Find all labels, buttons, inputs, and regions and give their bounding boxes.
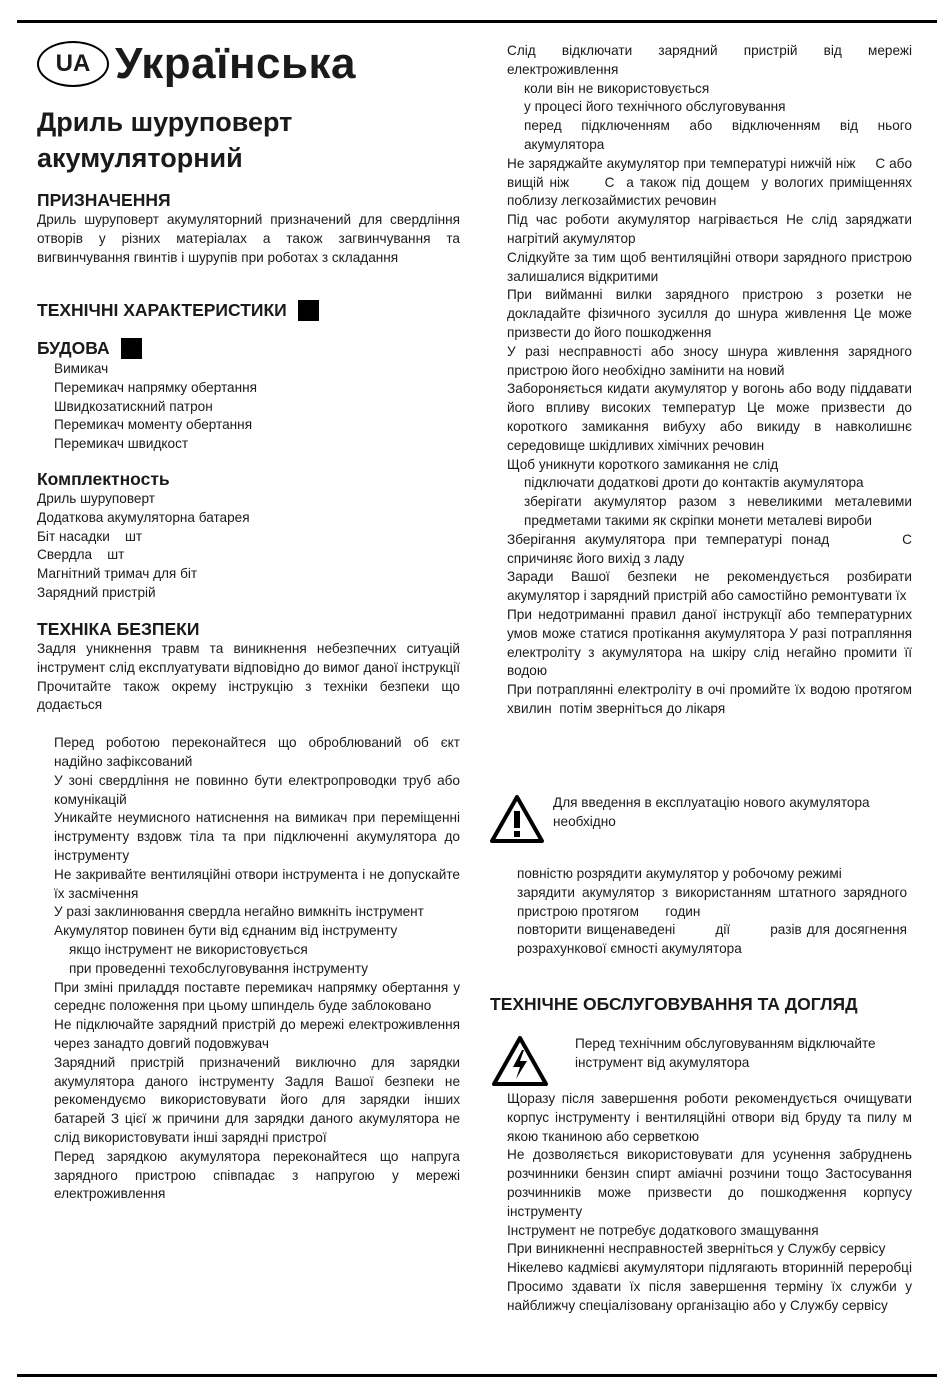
list-item: Біт насадки шт	[37, 528, 143, 544]
list-item: Перемикач моменту обертання	[54, 417, 253, 433]
charger-paragraph: Слідкуйте за тим щоб вентиляційні отвори зарядного пристрою залишалися відкритими	[507, 249, 912, 284]
purpose-heading: ПРИЗНАЧЕННЯ	[37, 190, 171, 210]
specs-heading: ТЕХНІЧНІ ХАРАКТЕРИСТИКИ	[37, 300, 287, 320]
battery-paragraph: Заради Вашої безпеки не рекомендується розбирати акумулятор і зарядний пристрій або самостійно ремонтувати їх	[507, 569, 912, 604]
charger-paragraph: У разі несправності або зносу шнура живлення зарядного пристрою його необхідно замінити на новий	[507, 343, 912, 378]
maintenance-paragraph: Інструмент не потребує додаткового змащування	[507, 1222, 819, 1238]
battery-paragraph: Зберігання акумулятора при температурі понад С спричиняє його вихід з ладу	[507, 531, 916, 566]
list-item: Швидкозатискний патрон	[54, 398, 213, 414]
safety-item: Не підключайте зарядний пристрій до мережі електроживлення через занадто довгий подовжувач	[54, 1017, 460, 1051]
language-title: Українська	[115, 39, 357, 88]
safety-heading: ТЕХНІКА БЕЗПЕКИ	[37, 619, 200, 639]
list-item: Зарядний пристрій	[37, 584, 156, 600]
charger-paragraph: Під час роботи акумулятор нагрівається Не слід заряджати нагрітий акумулятор	[507, 212, 912, 246]
warning-text-battery: Для введення в експлуатацію нового акумулятора необхідно	[553, 795, 870, 829]
list-item: Вимикач	[54, 361, 109, 376]
maintenance-paragraph: Щоразу після завершення роботи рекомендується очищувати корпус інструменту і вентиляційні отвори від бруду та пилу м якою тканиною або серветкою	[507, 1091, 912, 1144]
safety-sub-item: якщо інструмент не використовується	[69, 941, 308, 957]
charger-paragraph: При вийманні вилки зарядного пристрою з розетки не докладайте фізичного зусилля до шнура живлення Це може призвести до його пошкодження	[507, 287, 912, 340]
purpose-text: Дриль шуруповерт акумуляторний призначений для свердління отворів у різних матеріалах а також загвинчування та вигвинчування гвинтів і шурупів при роботах з складання	[37, 212, 460, 265]
safety-item: Не закривайте вентиляційні отвори інструмента і не допускайте їх засмічення	[54, 866, 460, 901]
list-item: Перемикач напрямку обертання	[54, 379, 257, 395]
safety-item: У зоні свердління не повинно бути електропроводки труб або комунікацій	[54, 772, 460, 807]
battery-steps	[517, 865, 911, 959]
warning-exclamation-icon	[489, 794, 545, 844]
kit-heading: Комплектность	[37, 469, 170, 489]
construction-heading: БУДОВА	[37, 338, 110, 358]
charger-safety	[507, 42, 935, 719]
safety-item: Уникайте неумисного натиснення на вимикач при переміщенні інструменту вздовж тіла та при підключенні акумулятора до інструменту	[54, 810, 460, 863]
safety-item: Перед зарядкою акумулятора переконайтеся що напруга зарядного пристрою співпадає з напругою у мережі електроживлення	[54, 1148, 460, 1202]
electric-hazard-icon	[491, 1035, 549, 1087]
specs-marker-square	[298, 300, 319, 321]
maintenance-paragraph: Нікелево кадмієві акумулятори підлягають вторинній переробці Просимо здавати їх після завершення терміну їх служби у найближчу спеціалізовану організацію або у Службу сервісу	[507, 1260, 912, 1313]
maintenance-section	[490, 993, 913, 1015]
purpose-section	[37, 189, 460, 267]
safety-item: У разі заклинювання свердла негайно вимкніть інструмент	[54, 904, 424, 920]
disconnect-sub-item: у процесі його технічного обслуговування	[524, 99, 786, 115]
battery-paragraph: При недотриманні правил даної інструкції або температурних умов може статися протікання акумулятора У разі потрапляння електроліту з акумулятора на шкіру слід негайно промити її водою	[507, 606, 912, 679]
charger-paragraph: Щоб уникнути короткого замикання не слід	[507, 456, 779, 472]
list-item: Перемикач швидкост	[54, 436, 189, 452]
safety-section	[37, 618, 460, 1204]
kit-section	[37, 468, 460, 603]
safety-item: Акумулятор повинен бути від єднаним від інструменту	[54, 923, 398, 939]
page-title: Дриль шуруповерт акумуляторний	[37, 107, 293, 173]
safety-item: Перед роботою переконайтеся що оброблюваний об єкт надійно зафіксований	[54, 735, 460, 769]
battery-paragraph: При потраплянні електроліту в очі промийте їх водою протягом хвилин потім зверніться до лікаря	[507, 682, 935, 716]
short-circuit-sub-item: зберігати акумулятор разом з невеликими металевими предметами такими як скріпки монети металеві вироби	[524, 494, 912, 528]
maintenance-heading: ТЕХНІЧНЕ ОБСЛУГОВУВАННЯ ТА ДОГЛЯД	[490, 994, 858, 1014]
charger-paragraph: Не заряджайте акумулятор при температурі нижчій ніж С або вищій ніж С а також під дощем у вологих приміщеннях поблизу легкозаймистих речовин	[507, 155, 920, 209]
list-item: Магнітний тримач для біт	[37, 566, 198, 582]
short-circuit-sub-item: підключати додаткові дроти до контактів акумулятора	[524, 475, 864, 491]
warning-text-maintenance: Перед технічним обслуговуванням відключайте інструмент від акумулятора	[575, 1036, 876, 1070]
specs-section	[37, 299, 460, 321]
safety-sub-item: при проведенні техобслуговування інструменту	[69, 960, 369, 976]
safety-intro: Задля уникнення травм та виникнення небезпечних ситуацій інструмент слід експлуатувати відповідно до вимог даної інструкції Прочитайте також окрему інструкцію з техніки безпеки що додається	[37, 641, 460, 713]
disconnect-sub-item: коли він не використовується	[524, 80, 710, 96]
warning-box-maintenance	[491, 1035, 896, 1087]
maintenance-paragraph: При виникненні несправностей зверніться у Службу сервісу	[507, 1241, 886, 1257]
step-item: повторити вищенаведені дії разів для досягнення розрахункової ємності акумулятора	[517, 922, 911, 957]
language-badge: UA	[37, 41, 109, 87]
disconnect-sub-item: перед підключенням або відключенням від нього акумулятора	[524, 118, 912, 152]
disconnect-text: Слід відключати зарядний пристрій від мережі електроживлення	[507, 43, 912, 77]
step-item: зарядити акумулятор з використанням штатного зарядного пристрою протягом годин	[517, 884, 911, 919]
list-item: Дриль шуруповерт	[37, 491, 155, 506]
bottom-rule	[17, 1374, 937, 1377]
construction-marker-square	[121, 338, 142, 359]
safety-item: Зарядний пристрій призначений виключно для зарядки акумулятора даного інструменту Задля Вашої безпеки не рекомендуємо використовувати його для зарядки інших батарей З цієї ж причини для зарядки даного акумулятора не слід використовувати інші зарядні пристрої	[54, 1054, 460, 1145]
safety-item: При зміні приладдя поставте перемикач напрямку обертання у середнє положення при цьому шпиндель буде заблоковано	[54, 979, 460, 1014]
language-header	[37, 38, 356, 90]
step-item: повністю розрядити акумулятор у робочому режимі	[517, 866, 842, 881]
construction-section	[37, 337, 460, 454]
charger-paragraph: Забороняється кидати акумулятор у вогонь або воду піддавати його впливу високих температур Це може призвести до короткого замикання вибуху або викиду в навколишнє середовище шкідливих хімічних речовин	[507, 381, 912, 453]
list-item: Свердла шт	[37, 547, 125, 563]
maintenance-paragraph: Не дозволяється використовувати для усунення забруднень розчинники бензин спирт аміачні розчини тощо Застосування розчинників може призвести до пошкодження корпусу інструменту	[507, 1147, 912, 1219]
list-item: Додаткова акумуляторна батарея	[37, 509, 250, 525]
top-rule	[17, 20, 937, 23]
warning-box-battery	[489, 794, 894, 844]
maintenance-text	[507, 1090, 912, 1316]
